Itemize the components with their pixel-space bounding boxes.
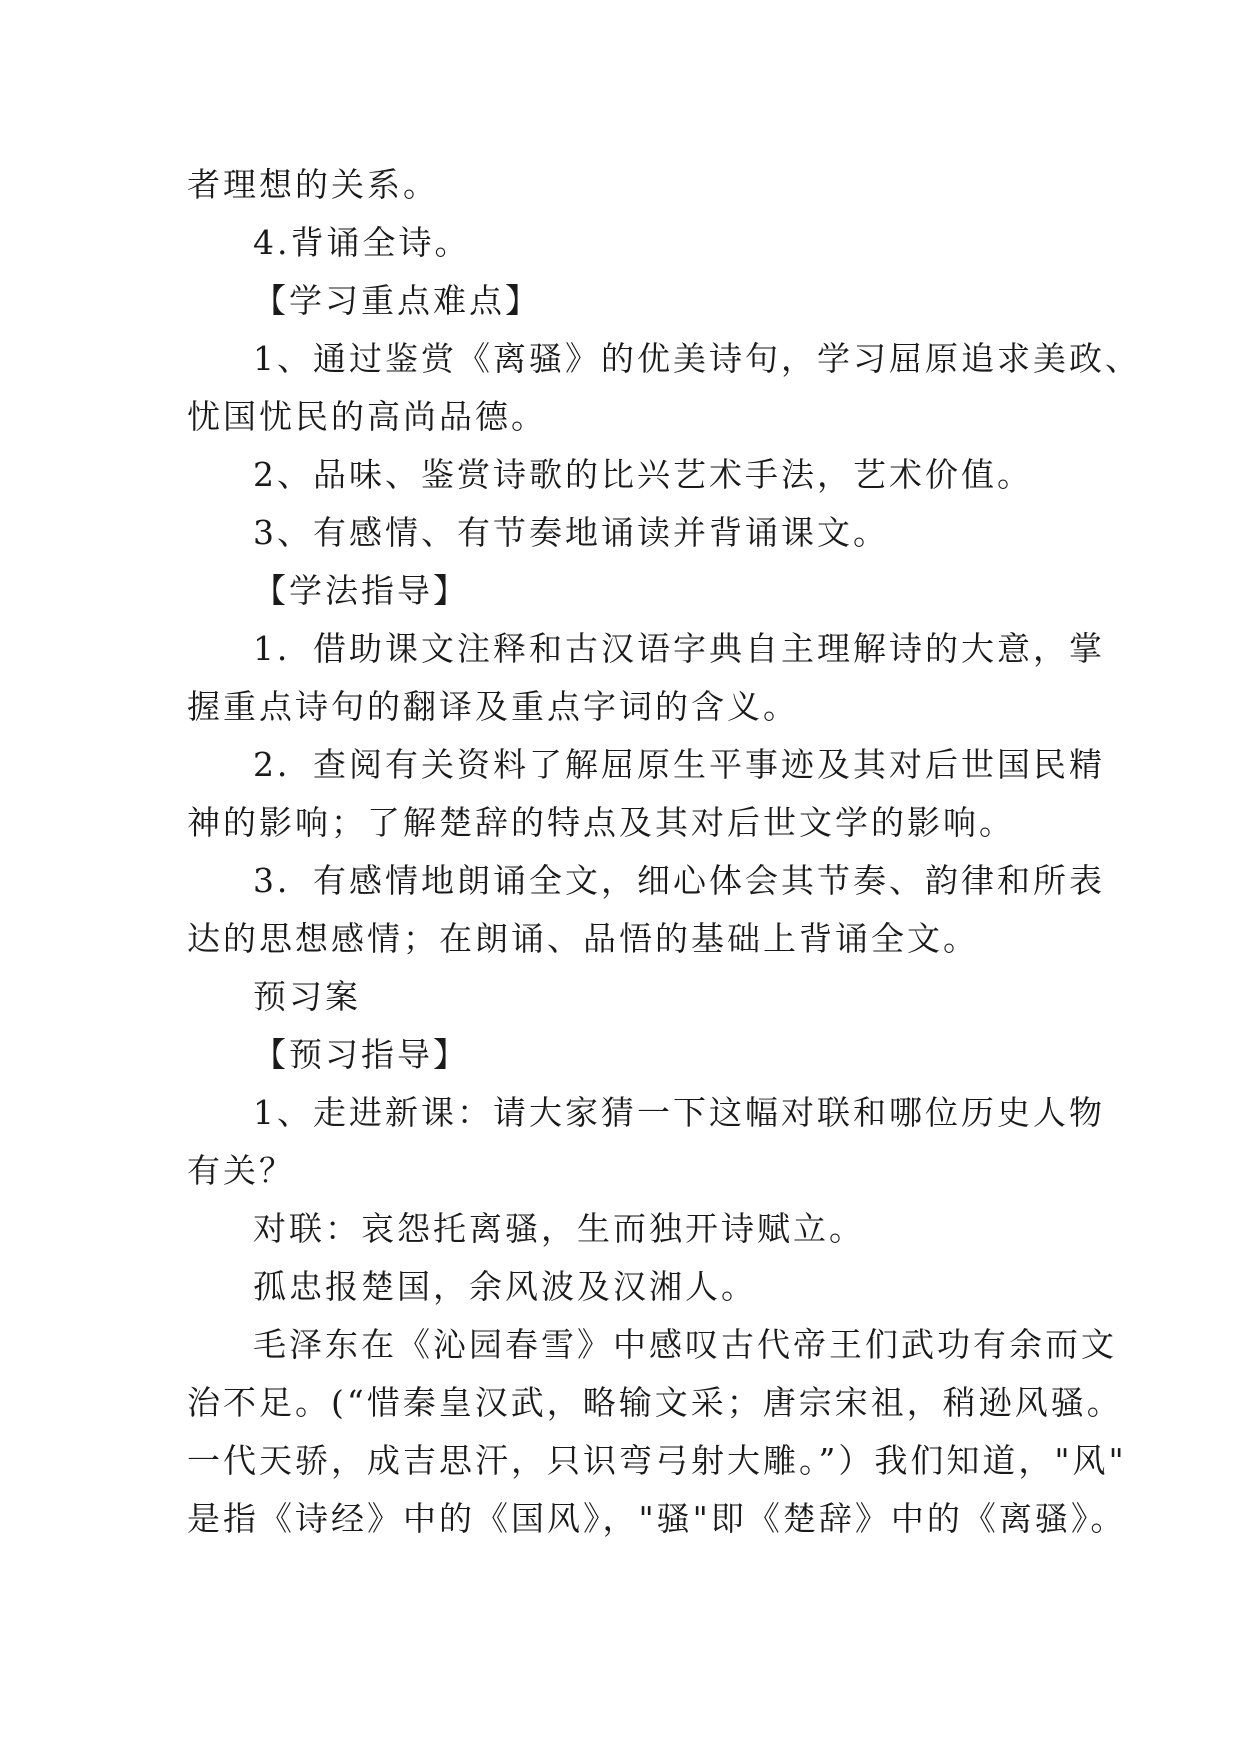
- text-line: 对联：哀怨托离骚，生而独开诗赋立。: [253, 1209, 865, 1248]
- text-line: 1、走进新课：请大家猜一下这幅对联和哪位历史人物: [253, 1093, 1105, 1132]
- text-line: 3．有感情地朗诵全文，细心体会其节奏、韵律和所表: [253, 861, 1105, 900]
- text-line: 一代天骄，成吉思汗，只识弯弓射大雕。”）我们知道，"风": [187, 1441, 1127, 1480]
- document-body: [187, 156, 1141, 1548]
- text-line: 孤忠报楚国，余风波及汉湘人。: [253, 1267, 757, 1306]
- text-line: 1、通过鉴赏《离骚》的优美诗句，学习屈原追求美政、: [253, 339, 1141, 378]
- section-heading: 【学法指导】: [253, 571, 469, 610]
- text-line: 3、有感情、有节奏地诵读并背诵课文。: [253, 513, 889, 552]
- text-line: 有关？: [187, 1151, 295, 1190]
- text-line: 治不足。(“惜秦皇汉武，略输文采；唐宗宋祖，稍逊风骚。: [187, 1383, 1123, 1422]
- text-line: 者理想的关系。: [187, 165, 439, 204]
- text-line: 是指《诗经》中的《国风》，"骚"即《楚辞》中的《离骚》。: [187, 1499, 1127, 1538]
- text-line: 2．查阅有关资料了解屈原生平事迹及其对后世国民精: [253, 745, 1105, 784]
- text-line: 达的思想感情；在朗诵、品悟的基础上背诵全文。: [187, 919, 979, 958]
- text-line: 4.背诵全诗。: [253, 223, 471, 262]
- section-heading: 预习案: [253, 977, 361, 1016]
- text-line: 1．借助课文注释和古汉语字典自主理解诗的大意，掌: [253, 629, 1105, 668]
- text-line: 神的影响；了解楚辞的特点及其对后世文学的影响。: [187, 803, 1015, 842]
- text-line: 握重点诗句的翻译及重点字词的含义。: [187, 687, 799, 726]
- text-line: 毛泽东在《沁园春雪》中感叹古代帝王们武功有余而文: [253, 1325, 1117, 1364]
- text-line: 忧国忧民的高尚品德。: [187, 397, 547, 436]
- text-line: 2、品味、鉴赏诗歌的比兴艺术手法，艺术价值。: [253, 455, 1033, 494]
- section-heading: 【学习重点难点】: [253, 281, 541, 320]
- section-heading: 【预习指导】: [253, 1035, 469, 1074]
